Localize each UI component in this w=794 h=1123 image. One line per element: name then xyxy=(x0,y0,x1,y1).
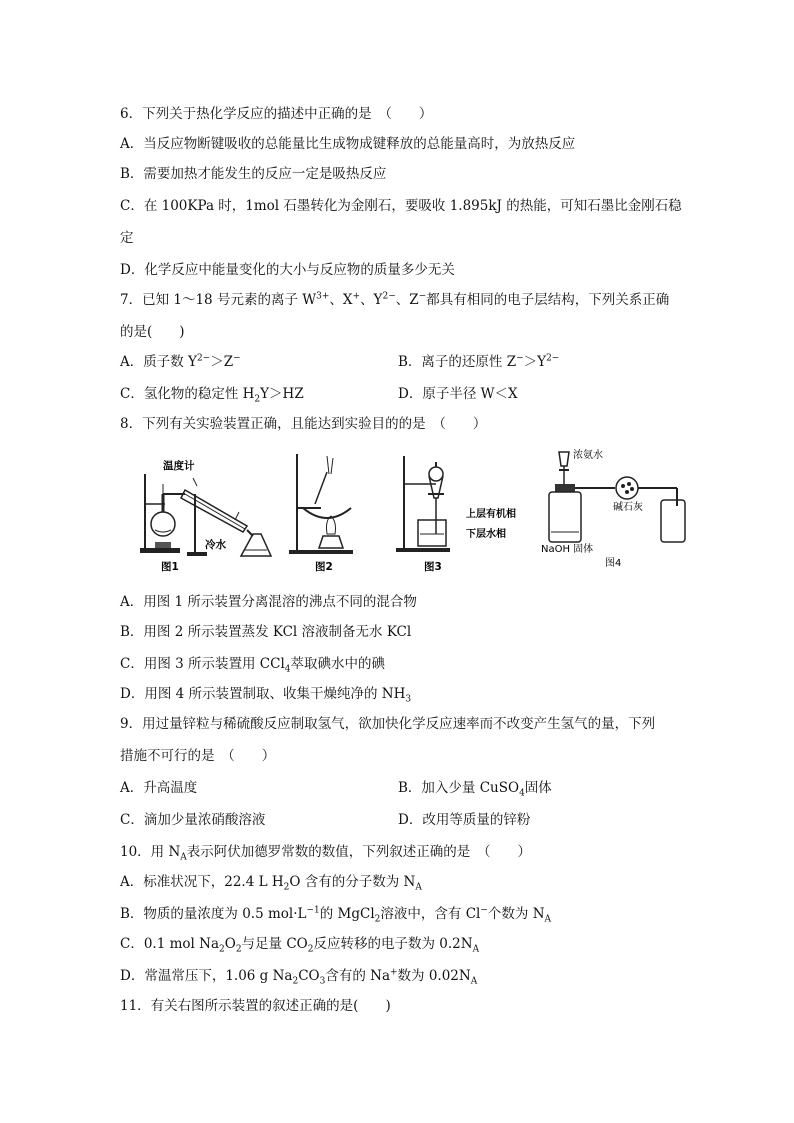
figure-4-ammonia xyxy=(535,444,695,574)
q6-option-a: A．当反应物断键吸收的总能量比生成物成键释放的总能量高时，为放热反应 xyxy=(120,136,576,152)
q11-stem: 11．有关右图所示装置的叙述正确的是( ) xyxy=(120,998,391,1014)
q7-stem-line1: 7．已知 1～18 号元素的离子 $W^{3+}$、X+、$Y^{2-}$、Z−都具有相同的电子层结构，下列关系正确 xyxy=(120,291,670,308)
q10-option-a: A．标准状况下，22.4 L $H_2O$ 含有的分子数为 $N_A$ xyxy=(120,874,422,893)
q8-option-c: C．用图 3 所示装置用 CCl$_4$萃取碘水中的碘 xyxy=(120,656,386,675)
fig4-soda-lime-label: 碱石灰 xyxy=(613,502,643,513)
figure-3-extraction xyxy=(390,444,525,574)
figure-1-distillation xyxy=(135,444,280,574)
fig4-ammonia-label: 浓氨水 xyxy=(573,450,603,461)
fig3-upper-layer-label: 上层有机相 xyxy=(466,509,516,520)
fig4-naoh-label: NaOH 固体 xyxy=(541,544,594,555)
q8-option-b: B．用图 2 所示装置蒸发 KCl 溶液制备无水 KCl xyxy=(120,624,412,640)
figure-2-evaporation xyxy=(285,444,365,574)
q8-option-d: D．用图 4 所示装置制取、收集干燥纯净的 $NH_3$ xyxy=(120,686,412,705)
q10-option-b: B．物质的量浓度为 0.5 $mol\cdot L^{-1}$的 MgCl$_2$溶液中，含有 Cl−个数为 $N_A$ xyxy=(120,905,552,925)
q9-option-a: A．升高温度 xyxy=(120,780,198,796)
q9-stem-line2: 措施不可行的是 （ ） xyxy=(120,748,276,764)
q9-option-c: C．滴加少量浓硝酸溶液 xyxy=(120,812,266,828)
q10-stem: 10．用 $N_A$表示阿伏加德罗常数的数值，下列叙述正确的是 （ ） xyxy=(120,844,532,863)
q9-option-b: B．加入少量 CuSO$_4$固体 xyxy=(398,780,552,799)
q10-option-c: C．0.1 mol $Na_2O_2$与足量 $CO_2$反应转移的电子数为 $0.2N_A$ xyxy=(120,936,480,955)
q7-option-c: C．氢化物的稳定性 $H_2Y>HZ$ xyxy=(120,386,304,405)
q8-stem: 8．下列有关实验装置正确，且能达到实验目的的是 （ ） xyxy=(120,416,487,432)
q8-option-a: A．用图 1 所示装置分离混溶的沸点不同的混合物 xyxy=(120,594,417,610)
q6-option-d: D．化学反应中能量变化的大小与反应物的质量多少无关 xyxy=(120,262,455,278)
fig3-caption: 图3 xyxy=(424,561,442,573)
q6-option-c-line1: C．在 100KPa 时，1mol 石墨转化为金刚石，要吸收 1.895kJ 的热能，可知石墨比金刚石稳 xyxy=(120,198,682,214)
q7-option-d: D．原子半径 W＜X xyxy=(398,386,518,402)
q9-option-d: D．改用等质量的锌粉 xyxy=(398,812,531,828)
fig1-caption: 图1 xyxy=(161,561,179,573)
fig3-lower-layer-label: 下层水相 xyxy=(466,529,506,540)
q6-option-b: B．需要加热才能发生的反应一定是吸热反应 xyxy=(120,166,387,182)
q9-stem-line1: 9．用过量锌粒与稀硫酸反应制取氢气，欲加快化学反应速率而不改变产生氢气的量，下列 xyxy=(120,716,656,732)
fig2-caption: 图2 xyxy=(315,561,333,573)
q7-option-a: A．质子数 $Y^{2-}>Z^-$ xyxy=(120,353,241,370)
q7-option-b: B．离子的还原性 $Z^->Y^{2-}$ xyxy=(398,353,560,370)
fig4-caption: 图4 xyxy=(605,558,622,569)
q6-option-c-line2: 定 xyxy=(120,230,134,246)
fig1-cold-water-label: 冷水 xyxy=(205,539,226,551)
q10-option-d: D．常温常压下，1.06 g $Na_2CO_3$含有的 Na+数为 $0.02N_A$ xyxy=(120,967,478,987)
q6-stem: 6．下列关于热化学反应的描述中正确的是 （ ） xyxy=(120,106,433,122)
fig1-thermometer-label: 温度计 xyxy=(163,460,195,472)
q7-stem-line2: 的是( ) xyxy=(120,324,185,340)
